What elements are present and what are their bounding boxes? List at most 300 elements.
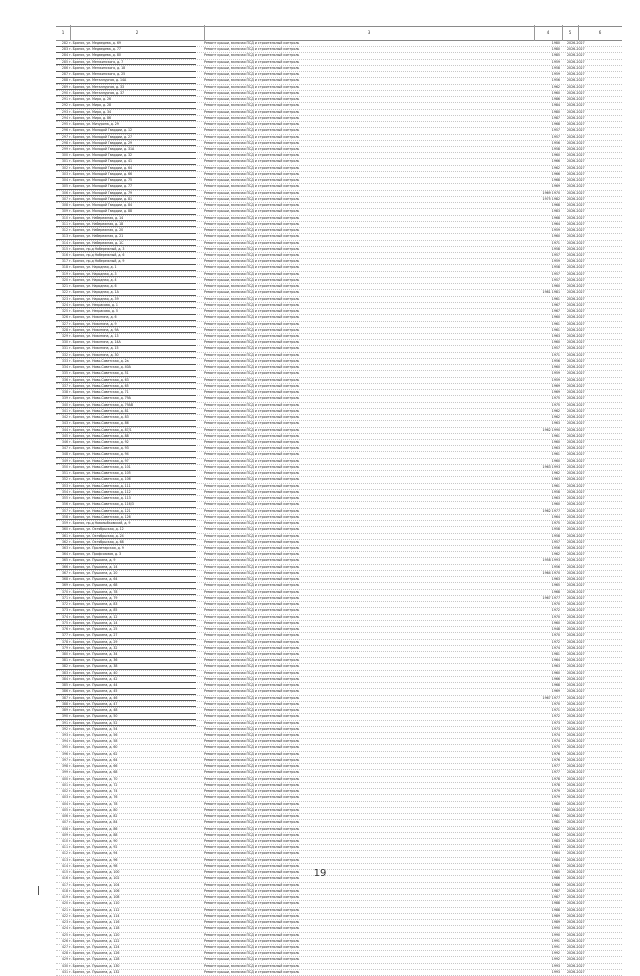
year-cell: 1969 [551,383,560,388]
year-cell: 1963 [551,496,560,501]
row-number: 368 [61,577,68,582]
row-number: 425 [61,932,68,937]
address-cell: г. Брянск, ул. Пушкина, д. 122 [69,938,120,943]
year-cell: 1958 [551,489,560,494]
address-cell: г. Брянск, ул. Некрасова, д. 1 [69,302,118,307]
work-type-cell: Ремонт крыши, включая ПСД и строительный контроль [204,165,300,170]
period-cell: 2026-2027 [567,371,585,376]
row-number: 334 [61,365,68,370]
address-cell: г. Брянск, ул. Ново-Советская, д. 92 [69,440,129,444]
row-number: 383 [61,670,68,675]
year-cell: 1971 [551,708,560,713]
work-type-cell: Ремонт крыши, включая ПСД и строительный контроль [204,321,300,326]
address-cell: г. Брянск, ул. Менжинского, д. 18 [69,65,126,70]
row-number: 397 [61,757,68,762]
year-cell: 1969 [551,689,560,694]
period-cell: 2026-2027 [567,302,585,307]
work-type-cell: Ремонт крыши, включая ПСД и строительный контроль [204,708,300,713]
address-cell: г. Брянск, ул. Некрасова, д. 5 [69,309,118,314]
period-cell: 2026-2027 [567,595,585,600]
address-cell: г. Брянск, ул. Профсоюзов, д. 3 [69,552,122,557]
address-cell: г. Брянск, ул. Пушкина, д. 78 [69,801,118,806]
row-number: 330 [61,340,68,345]
year-cell: 1975 [551,396,560,401]
row-number: 374 [61,614,68,619]
period-cell: 2026-2027 [567,97,585,102]
year-cell: 1971 [551,240,560,245]
row-number: 384 [61,676,68,681]
row-number: 283 [61,47,68,52]
work-type-cell: Ремонт крыши, включая ПСД и строительный контроль [204,284,300,289]
address-cell: г. Брянск, ул. Пушкина, д. 82 [69,814,118,819]
work-type-cell: Ремонт крыши, включая ПСД и строительный контроль [204,845,300,850]
work-type-cell: Ремонт крыши, включая ПСД и строительный контроль [204,346,300,351]
row-number: 407 [61,820,68,825]
work-type-cell: Ремонт крыши, включая ПСД и строительный контроль [204,290,300,295]
header-divider [204,25,205,41]
address-cell: г. Брянск, ул. Пушкина, д. 68 [69,770,118,775]
work-type-cell: Ремонт крыши, включая ПСД и строительный контроль [204,302,300,307]
work-type-cell: Ремонт крыши, включая ПСД и строительный контроль [204,651,300,656]
period-cell: 2026-2027 [567,913,585,918]
work-type-cell: Ремонт крыши, включая ПСД и строительный контроль [204,664,300,669]
work-type-cell: Ремонт крыши, включая ПСД и строительный контроль [204,645,300,650]
work-type-cell: Ремонт крыши, включая ПСД и строительный контроль [204,876,300,881]
year-cell: 1958 [551,65,560,70]
row-number: 286 [61,65,68,70]
row-number: 415 [61,870,68,875]
row-number: 401 [61,782,68,787]
work-type-cell: Ремонт крыши, включая ПСД и строительный контроль [204,134,300,139]
row-number: 321 [61,284,68,289]
period-cell: 2026-2027 [567,683,585,688]
work-type-cell: Ремонт крыши, включая ПСД и строительный контроль [204,446,300,451]
address-cell: г. Брянск, ул. Пушкина, д. 54 [69,726,118,731]
work-type-cell: Ремонт крыши, включая ПСД и строительный контроль [204,246,300,251]
address-cell: г. Брянск, ул. Пушкина, д. 34 [69,651,118,656]
year-cell: 1989 [551,913,560,918]
work-type-cell: Ремонт крыши, включая ПСД и строительный контроль [204,926,300,931]
year-cell: 1961 [551,433,560,438]
row-number: 302 [61,165,68,170]
year-cell: 1963 [551,421,560,426]
row-number: 369 [61,583,68,588]
address-cell: г. Брянск, ул. Ново-Советская, д. 93 [69,446,129,451]
year-cell: 1963 [551,334,560,339]
address-cell: г. Брянск, пр-д Набережный, д. 9 [69,259,125,264]
col-header-5: 5 [568,31,572,36]
year-cell: 1980 [551,109,560,114]
row-number: 414 [61,863,68,868]
address-cell: г. Брянск, ул. Ново-Советская, д. 2а [69,358,129,363]
address-cell: г. Брянск, ул. Никитина, д. 30 [69,352,119,357]
address-cell: г. Брянск, ул. Пушкина, д. 98 [69,863,118,868]
year-cell: 1986 [551,882,560,887]
work-type-cell: Ремонт крыши, включая ПСД и строительный контроль [204,689,300,694]
period-cell: 2026-2027 [567,720,585,725]
row-number: 375 [61,620,68,625]
period-cell: 2026-2027 [567,888,585,893]
period-cell: 2026-2027 [567,171,585,176]
row-number: 395 [61,745,68,750]
address-cell: г. Брянск, ул. Пушкина, д. 45 [69,689,118,694]
row-number: 301 [61,159,68,164]
work-type-cell: Ремонт крыши, включая ПСД и строительный контроль [204,496,300,501]
row-number: 422 [61,913,68,918]
row-number: 411 [61,845,68,850]
address-cell: г. Брянск, ул. Ново-Советская, д. 126 [69,514,131,519]
year-cell: 1983 [551,209,560,214]
period-cell: 2026-2027 [567,820,585,825]
address-cell: г. Брянск, ул. Ново-Советская, д. 121 [69,508,131,513]
address-cell: г. Брянск, ул. Ново-Советская, д. 79А [69,396,131,401]
work-type-cell: Ремонт крыши, включая ПСД и строительный контроль [204,309,300,314]
period-cell: 2026-2027 [567,851,585,856]
row-number: 306 [61,190,68,195]
address-cell: г. Брянск, ул. Октябрьская, д. 68 [69,539,124,544]
work-type-cell: Ремонт крыши, включая ПСД и строительный контроль [204,614,300,619]
year-cell: 1985 [551,53,560,58]
address-cell: г. Брянск, ул. Народная, д. 1А [69,290,119,295]
period-cell: 2026-2027 [567,502,585,507]
work-type-cell: Ремонт крыши, включая ПСД и строительный контроль [204,533,300,538]
address-cell: г. Брянск, ул. Набережная, д. 14 [69,215,124,220]
year-cell: 1962 [551,408,560,413]
work-type-cell: Ремонт крыши, включая ПСД и строительный контроль [204,115,300,120]
year-cell: 1970 [551,633,560,638]
address-cell: г. Брянск, ул. Никитина, д. 14А [69,340,121,345]
year-cell: 1959 [551,371,560,376]
period-cell: 2026-2027 [567,527,585,532]
header-divider [534,25,535,41]
row-number: 298 [61,140,68,145]
work-type-cell: Ремонт крыши, включая ПСД и строительный контроль [204,583,300,588]
address-cell: г. Брянск, ул. Пушкина, д. 78 [69,589,118,594]
work-type-cell: Ремонт крыши, включая ПСД и строительный контроль [204,234,300,239]
period-cell: 2026-2027 [567,739,585,744]
row-number: 358 [61,514,68,519]
address-cell: г. Брянск, ул. Ново-Советская, д. 116/3 [69,502,134,507]
period-cell: 2026-2027 [567,464,585,469]
work-type-cell: Ремонт крыши, включая ПСД и строительный контроль [204,745,300,750]
work-type-cell: Ремонт крыши, включая ПСД и строительный контроль [204,458,300,463]
work-type-cell: Ремонт крыши, включая ПСД и строительный контроль [204,807,300,812]
year-cell: 1968 [551,589,560,594]
work-type-cell: Ремонт крыши, включая ПСД и строительный контроль [204,577,300,582]
year-cell: 1966 [551,159,560,164]
period-cell: 2026-2027 [567,839,585,843]
address-cell: г. Брянск, ул. Пушкина, д. 92 [69,845,118,850]
year-cell: 1959 [551,228,560,233]
period-cell: 2026-2027 [567,290,585,295]
row-number: 402 [61,789,68,794]
period-cell: 2026-2027 [567,508,585,513]
year-cell: 1963 [551,446,560,451]
work-type-cell: Ремонт крыши, включая ПСД и строительный контроль [204,334,300,339]
year-cell: 1979 [551,789,560,794]
address-cell: г. Брянск, ул. Пушкина, д. 83 [69,602,118,607]
row-number: 332 [61,352,68,357]
address-cell: г. Брянск, ул. Пушкина, д. 86 [69,826,118,831]
period-cell: 2026-2027 [567,365,585,370]
period-cell: 2026-2027 [567,196,585,201]
row-number: 379 [61,645,68,650]
row-number: 413 [61,857,68,862]
year-cell: 1982 [551,832,560,837]
row-number: 355 [61,496,68,501]
work-type-cell: Ремонт крыши, включая ПСД и строительный контроль [204,215,300,220]
work-type-cell: Ремонт крыши, включая ПСД и строительный контроль [204,415,300,420]
work-type-cell: Ремонт крыши, включая ПСД и строительный контроль [204,252,300,257]
row-number: 297 [61,134,68,139]
work-type-cell: Ремонт крыши, включая ПСД и строительный контроль [204,863,300,868]
address-cell: г. Брянск, ул. Пушкина, д. 32 [69,645,118,650]
address-cell: г. Брянск, ул. Ново-Советская, д. 112 [69,489,131,494]
period-cell: 2026-2027 [567,109,585,114]
address-cell: г. Брянск, ул. Металлургов, д. 37 [69,90,125,95]
period-cell: 2026-2027 [567,814,585,819]
row-number: 331 [61,346,68,351]
work-type-cell: Ремонт крыши, включая ПСД и строительный контроль [204,739,300,744]
row-number: 393 [61,733,68,738]
address-cell: г. Брянск, ул. Ново-Советская, д. 113 [69,496,131,501]
address-cell: г. Брянск, ул. Пушкина, д. 116 [69,920,120,925]
year-cell: 1960 [551,440,560,444]
year-cell: 1970 [551,701,560,706]
period-cell: 2026-2027 [567,489,585,494]
work-type-cell: Ремонт крыши, включая ПСД и строительный контроль [204,801,300,806]
period-cell: 2026-2027 [567,932,585,937]
year-cell: 1974 [551,739,560,744]
row-number: 385 [61,683,68,688]
period-cell: 2026-2027 [567,153,585,158]
row-number: 337 [61,383,68,388]
period-cell: 2026-2027 [567,427,585,432]
work-type-cell: Ремонт крыши, включая ПСД и строительный контроль [204,851,300,856]
row-number: 366 [61,564,68,569]
year-cell: 1960 [551,153,560,158]
period-cell: 2026-2027 [567,47,585,52]
year-cell: 1959 [551,377,560,382]
work-type-cell: Ремонт крыши, включая ПСД и строительный контроль [204,938,300,943]
period-cell: 2026-2027 [567,782,585,787]
row-number: 406 [61,814,68,819]
period-cell: 2026-2027 [567,664,585,669]
work-type-cell: Ремонт крыши, включая ПСД и строительный контроль [204,913,300,918]
row-number: 409 [61,832,68,837]
work-type-cell: Ремонт крыши, включая ПСД и строительный контроль [204,383,300,388]
row-number: 361 [61,533,68,538]
row-number: 338 [61,390,68,395]
period-cell: 2026-2027 [567,496,585,501]
row-number: 356 [61,502,68,507]
row-number: 388 [61,701,68,706]
address-cell: г. Брянск, ул. Пушкина, д. 96 [69,857,118,862]
address-cell: г. Брянск, ул. Пушкина, д. 14 [69,620,118,625]
work-type-cell: Ремонт крыши, включая ПСД и строительный контроль [204,477,300,482]
address-cell: г. Брянск, ул. Пушкина, д. 112 [69,907,120,912]
address-cell: г. Брянск, ул. Никитина, д. 9 [69,321,117,326]
address-cell: г. Брянск, ул. Никитина, д. 15 [69,346,119,351]
address-cell: г. Брянск, ул. Пушкина, д. 64 [69,757,118,762]
work-type-cell: Ремонт крыши, включая ПСД и строительный контроль [204,90,300,95]
row-number: 295 [61,122,68,127]
period-cell: 2026-2027 [567,383,585,388]
row-number: 421 [61,907,68,912]
work-type-cell: Ремонт крыши, включая ПСД и строительный контроль [204,221,300,226]
year-cell: 1970 [551,614,560,619]
period-cell: 2026-2027 [567,458,585,463]
address-cell: г. Брянск, ул. Мира, д. 26 [69,97,111,102]
work-type-cell: Ремонт крыши, включая ПСД и строительный контроль [204,97,300,102]
year-cell: 1958 [551,246,560,251]
year-cell: 1969 [551,390,560,395]
row-number: 343 [61,421,68,426]
period-cell: 2026-2027 [567,390,585,395]
page-number: 19 [313,868,327,879]
work-type-cell: Ремонт крыши, включая ПСД и строительный контроль [204,377,300,382]
address-cell: г. Брянск, ул. Никитина, д. 13 [69,334,119,339]
work-type-cell: Ремонт крыши, включая ПСД и строительный контроль [204,882,300,887]
work-type-cell: Ремонт крыши, включая ПСД и строительный контроль [204,895,300,900]
address-cell: г. Брянск, ул. Пушкина, д. 72 [69,782,118,787]
year-cell: 1980 [551,801,560,806]
row-number: 341 [61,408,68,413]
period-cell: 2026-2027 [567,577,585,582]
work-type-cell: Ремонт крыши, включая ПСД и строительный контроль [204,433,300,438]
row-number: 313 [61,234,68,239]
year-cell: 1977 [551,764,560,769]
period-cell: 2026-2027 [567,863,585,868]
address-cell: г. Брянск, ул. Никитина, д. 6 [69,315,117,320]
row-number: 350 [61,464,68,469]
year-cell: 1965 [551,583,560,588]
row-number: 400 [61,776,68,781]
year-cell: 1956 [551,564,560,569]
period-cell: 2026-2027 [567,826,585,831]
year-cell: 1964 [551,221,560,226]
year-cell: 1960 [551,234,560,239]
row-number: 398 [61,764,68,769]
address-cell: г. Брянск, ул. Молодой Гвардии, д. 81 [69,196,133,201]
year-cell: 1962 [551,84,560,89]
work-type-cell: Ремонт крыши, включая ПСД и строительный контроль [204,564,300,569]
row-number: 282 [61,41,68,45]
work-type-cell: Ремонт крыши, включая ПСД и строительный контроль [204,714,300,719]
work-type-cell: Ремонт крыши, включая ПСД и строительный контроль [204,944,300,949]
year-cell: 1978 [551,782,560,787]
period-cell: 2026-2027 [567,545,585,550]
address-cell: г. Брянск, ул. Молодой Гвардии, д. 31А [69,146,135,151]
period-cell: 2026-2027 [567,327,585,332]
address-cell: г. Брянск, ул. Пушкина, д. 46 [69,695,118,700]
period-cell: 2026-2027 [567,926,585,931]
period-cell: 2026-2027 [567,614,585,619]
address-cell: г. Брянск, ул. Пушкина, д. 66 [69,764,118,769]
period-cell: 2026-2027 [567,471,585,476]
period-cell: 2026-2027 [567,658,585,663]
work-type-cell: Ремонт крыши, включая ПСД и строительный контроль [204,552,300,557]
period-cell: 2026-2027 [567,521,585,526]
work-type-cell: Ремонт крыши, включая ПСД и строительный контроль [204,352,300,357]
address-cell: г. Брянск, ул. Пушкина, д. 106 [69,888,120,893]
row-number: 428 [61,951,68,956]
work-type-cell: Ремонт крыши, включая ПСД и строительный контроль [204,795,300,800]
year-cell: 1960 [551,458,560,463]
row-number: 299 [61,146,68,151]
row-number: 308 [61,203,68,208]
row-number: 291 [61,97,68,102]
col-header-2: 2 [135,31,139,36]
work-type-cell: Ремонт крыши, включая ПСД и строительный контроль [204,464,300,469]
year-cell: 1975 [551,521,560,526]
year-cell: 1964 [551,514,560,519]
work-type-cell: Ремонт крыши, включая ПСД и строительный контроль [204,733,300,738]
row-number: 431 [61,969,68,974]
year-cell: 1957 [551,271,560,276]
row-number: 367 [61,570,68,575]
period-cell: 2026-2027 [567,845,585,850]
address-cell: г. Брянск, пр-д Новозыбковский, д. 9 [69,521,131,526]
year-cell: 1956 [551,78,560,83]
row-number: 351 [61,471,68,476]
address-cell: г. Брянск, ул. Народная, д. 6 [69,284,117,289]
period-cell: 2026-2027 [567,358,585,363]
row-number: 346 [61,440,68,444]
work-type-cell: Ремонт крыши, включая ПСД и строительный контроль [204,171,300,176]
year-cell: 1969 [551,184,560,189]
work-type-cell: Ремонт крыши, включая ПСД и строительный контроль [204,122,300,127]
year-cell: 1956 [551,545,560,550]
row-number: 329 [61,334,68,339]
address-cell: г. Брянск, ул. Ново-Советская, д. 97 [69,458,129,463]
year-cell: 1985 [551,863,560,868]
work-type-cell: Ремонт крыши, включая ПСД и строительный контроль [204,184,300,189]
work-type-cell: Ремонт крыши, включая ПСД и строительный контроль [204,951,300,956]
work-type-cell: Ремонт крыши, включая ПСД и строительный контроль [204,109,300,114]
row-number: 353 [61,483,68,488]
year-cell: 1958 [551,146,560,151]
address-cell: г. Брянск, ул. Мира, д. 28 [69,103,111,108]
address-cell: г. Брянск, ул. Пушкина, д. 25 [69,627,118,632]
row-number: 285 [61,59,68,64]
year-cell: 1957 [551,277,560,282]
address-cell: г. Брянск, ул. Пушкина, д. 130 [69,963,120,968]
row-number: 399 [61,770,68,775]
period-cell: 2026-2027 [567,776,585,781]
address-cell: г. Брянск, ул. Пушкина, д. 68 [69,583,118,588]
address-cell: г. Брянск, ул. Менжинского, д. 7 [69,59,124,64]
year-cell: 1976 [551,757,560,762]
work-type-cell: Ремонт крыши, включая ПСД и строительный контроль [204,146,300,151]
row-number: 373 [61,608,68,613]
row-number: 403 [61,795,68,800]
period-cell: 2026-2027 [567,745,585,750]
row-number: 318 [61,265,68,270]
row-number: 314 [61,240,68,245]
row-number: 354 [61,489,68,494]
year-cell: 1967 1977 [542,695,560,700]
year-cell: 1968 [551,683,560,688]
address-cell: г. Брянск, ул. Пушкина, д. 114 [69,913,120,918]
address-cell: г. Брянск, пр-д Набережный, д. 6 [69,252,125,257]
period-cell: 2026-2027 [567,265,585,270]
period-cell: 2026-2027 [567,564,585,569]
address-cell: г. Брянск, ул. Народная, д. 3 [69,271,117,276]
year-cell: 1992 [551,951,560,956]
year-cell: 1961 [551,327,560,332]
row-number: 305 [61,184,68,189]
